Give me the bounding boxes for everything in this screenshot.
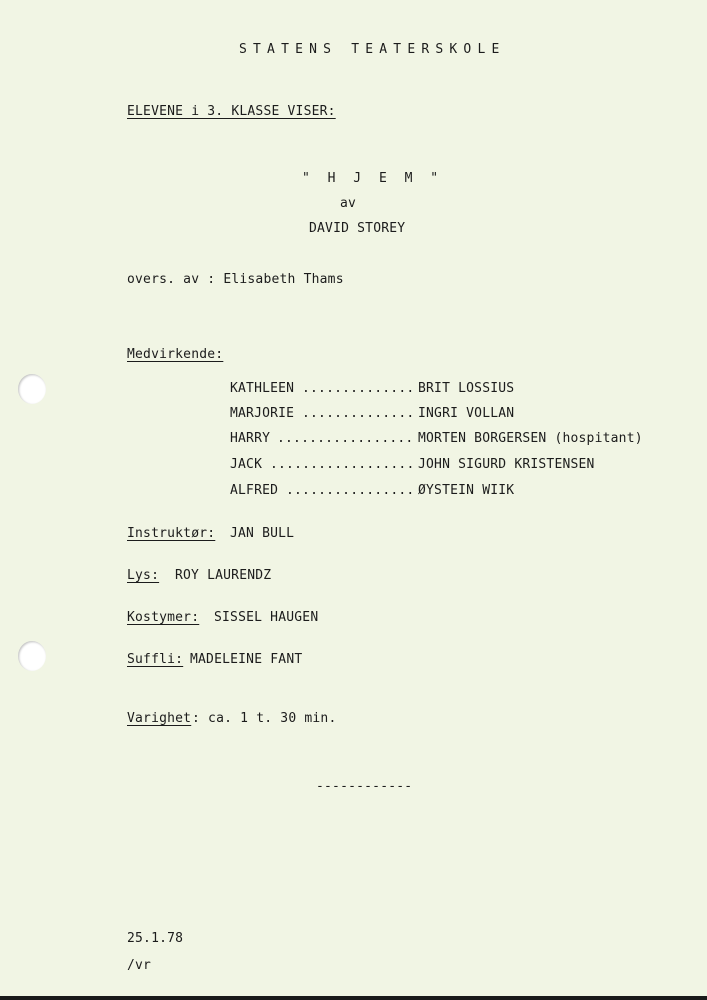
cast-actor: MORTEN BORGERSEN (hospitant) [418, 431, 643, 446]
cast-actor: JOHN SIGURD KRISTENSEN [418, 457, 595, 472]
cast-leader-dots: .............. [302, 406, 415, 421]
duration-label: Varighet [127, 711, 192, 726]
cast-actor: INGRI VOLLAN [418, 406, 515, 421]
typist-initials: /vr [127, 958, 152, 973]
costume-name: SISSEL HAUGEN [214, 610, 319, 625]
play-title: " H J E M " [302, 171, 444, 186]
light-name: ROY LAURENDZ [175, 568, 272, 583]
cast-role: MARJORIE [230, 406, 295, 421]
cast-role: JACK [230, 457, 263, 472]
director-label: Instruktør: [127, 526, 216, 541]
translation-credit: overs. av : Elisabeth Thams [127, 272, 344, 287]
document-date: 25.1.78 [127, 931, 184, 946]
light-label: Lys: [127, 568, 160, 583]
intro-heading: ELEVENE i 3. KLASSE VISER: [127, 104, 336, 119]
cast-row-kathleen [0, 381, 707, 397]
cast-row-marjorie [0, 406, 707, 422]
cast-heading: Medvirkende: [127, 347, 224, 362]
cast-leader-dots: ................. [277, 431, 414, 446]
cast-row-alfred [0, 483, 707, 499]
cast-leader-dots: ................ [286, 483, 415, 498]
cast-role: ALFRED [230, 483, 279, 498]
cast-actor: ØYSTEIN WIIK [418, 483, 515, 498]
punch-hole-bottom [18, 641, 46, 671]
play-author: DAVID STOREY [309, 221, 406, 236]
cast-row-jack [0, 457, 707, 473]
cast-leader-dots: .................. [270, 457, 415, 472]
divider-line: ------------ [316, 779, 413, 794]
prompter-label: Suffli: [127, 652, 184, 667]
cast-actor: BRIT LOSSIUS [418, 381, 515, 396]
cast-leader-dots: .............. [302, 381, 415, 396]
prompter-name: MADELEINE FANT [190, 652, 303, 667]
play-by: av [340, 196, 357, 211]
cast-role: KATHLEEN [230, 381, 295, 396]
cast-role: HARRY [230, 431, 271, 446]
costume-label: Kostymer: [127, 610, 200, 625]
school-name: STATENS TEATERSKOLE [239, 42, 506, 57]
cast-row-harry [0, 431, 707, 447]
duration-value: : ca. 1 t. 30 min. [192, 711, 337, 726]
page-bottom-edge [0, 996, 707, 1000]
director-name: JAN BULL [230, 526, 295, 541]
